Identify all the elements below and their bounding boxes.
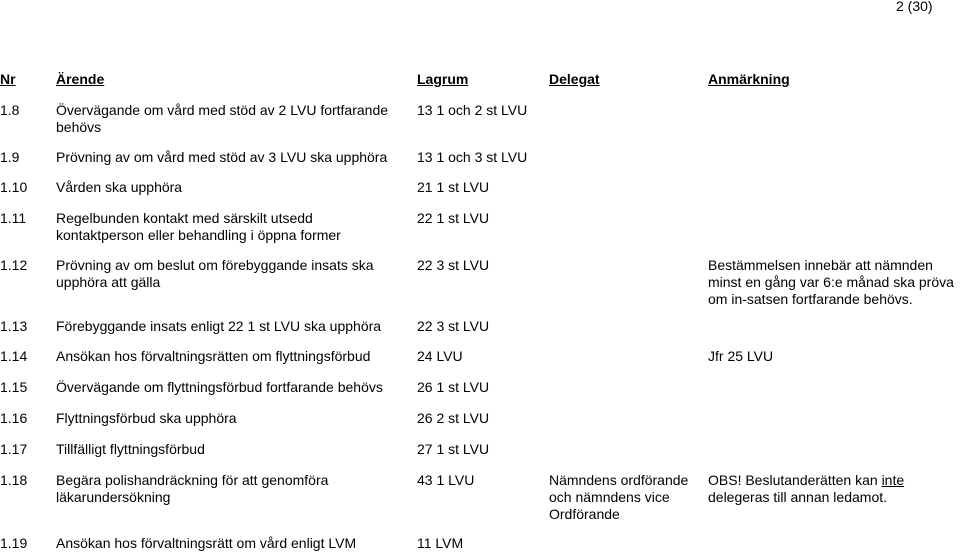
row-arende: Begära polishandräckning för att genomföra läkarundersökning (56, 472, 329, 505)
row-nr: 1.12 (0, 257, 28, 273)
row-nr: 1.19 (0, 535, 28, 551)
row-lagrum: 43 1 LVU (417, 472, 475, 488)
row-anmarkning: Jfr 25 LVU (708, 348, 774, 364)
row-arende: Prövning av om vård med stöd av 3 LVU ska upphöra (56, 149, 388, 165)
row-nr: 1.15 (0, 379, 28, 395)
row-lagrum: 22 3 st LVU (417, 257, 490, 273)
row-arende: Övervägande om vård med stöd av 2 LVU fortfarande behövs (56, 102, 389, 135)
row-arende: Vården ska upphöra (56, 179, 183, 195)
row-nr: 1.13 (0, 318, 28, 334)
row-lagrum: 13 1 och 2 st LVU (417, 102, 528, 118)
row-arende: Ansökan hos förvaltningsrätt om vård enligt LVM (56, 535, 357, 551)
row-arende: Prövning av om beslut om förebyggande insats ska upphöra att gälla (56, 257, 374, 290)
row-lagrum: 13 1 och 3 st LVU (417, 149, 528, 165)
row-nr: 1.18 (0, 472, 28, 488)
row-lagrum: 11 LVM (417, 535, 464, 551)
anmarkning-text-part: OBS! Beslutanderätten kan (708, 472, 882, 488)
row-nr: 1.9 (0, 149, 20, 165)
row-nr: 1.14 (0, 348, 28, 364)
row-nr: 1.11 (0, 210, 27, 226)
row-nr: 1.8 (0, 102, 20, 118)
row-nr: 1.16 (0, 410, 28, 426)
row-arende: Regelbunden kontakt med särskilt utsedd kontaktperson eller behandling i öppna former (56, 210, 341, 243)
row-lagrum: 26 1 st LVU (417, 379, 490, 395)
row-arende: Övervägande om flyttningsförbud fortfarande behövs (56, 379, 383, 395)
anmarkning-text-part: delegeras till annan ledamot. (708, 489, 888, 505)
row-lagrum: 26 2 st LVU (417, 410, 490, 426)
row-lagrum: 22 1 st LVU (417, 210, 490, 226)
row-lagrum: 27 1 st LVU (417, 441, 490, 457)
row-delegat: Nämndens ordförande och nämndens vice Ordförande (549, 472, 689, 522)
row-anmarkning (708, 472, 960, 506)
row-nr: 1.10 (0, 179, 28, 195)
header-nr: Nr (0, 71, 16, 87)
row-lagrum: 22 3 st LVU (417, 318, 490, 334)
row-arende: Flyttningsförbud ska upphöra (56, 410, 237, 426)
row-arende: Ansökan hos förvaltningsrätten om flyttningsförbud (56, 348, 371, 364)
header-anmarkning: Anmärkning (708, 71, 790, 87)
anmarkning-underlined-word: inte (881, 472, 905, 488)
row-arende: Förebyggande insats enligt 22 1 st LVU ska upphöra (56, 318, 382, 334)
row-nr: 1.17 (0, 441, 28, 457)
row-anmarkning: Bestämmelsen innebär att nämnden minst en gång var 6:e månad ska pröva om in-satsen fortfarande behövs. (708, 257, 954, 307)
header-delegat: Delegat (549, 71, 600, 87)
row-lagrum: 21 1 st LVU (417, 179, 490, 195)
page-number: 2 (30) (896, 0, 933, 14)
row-arende: Tillfälligt flyttningsförbud (56, 441, 205, 457)
row-lagrum: 24 LVU (417, 348, 463, 364)
header-arende: Ärende (56, 71, 105, 87)
header-lagrum: Lagrum (417, 71, 469, 87)
